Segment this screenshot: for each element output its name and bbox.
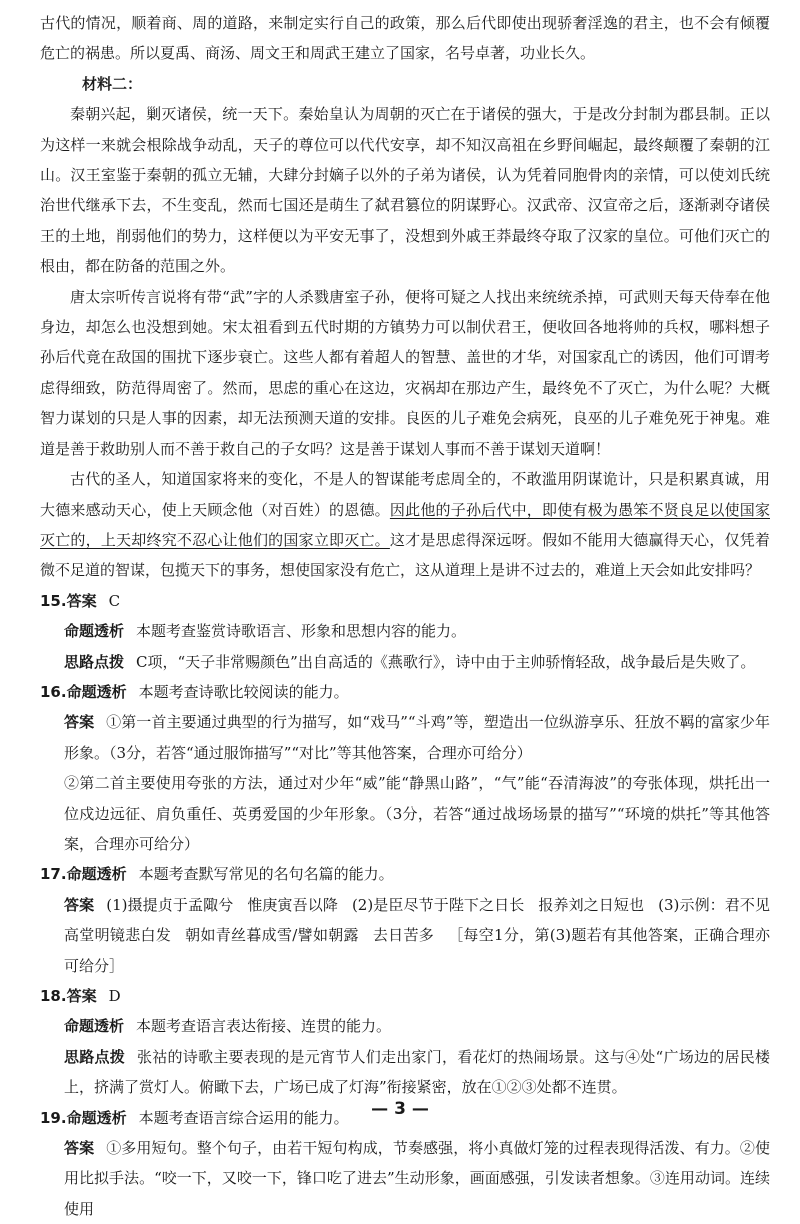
q17-answer-6: 朝如青丝暮成雪/譬如朝露: [185, 926, 359, 945]
q17-answer-line: [40, 890, 770, 981]
q19-analysis: 本题考查语言综合运用的能力。: [138, 1108, 349, 1127]
q15-answer: C: [108, 591, 121, 610]
q16-answer-1: [40, 707, 770, 768]
document-page: [40, 8, 770, 1224]
q16-answer-1-text: ①第一首主要通过典型的行为描写，如“戏马”“斗鸡”等，塑造出一位纵游享乐、狂放不羁的富家少年形象。（3分，若答“通过服饰描写”“对比”等其他答案，合理亦可给分）: [64, 713, 770, 762]
material2-heading: 材料二：: [82, 74, 143, 93]
q18-analysis-line: [40, 1011, 770, 1041]
q19-answer-label: 答案: [64, 1139, 95, 1158]
q15-analysis-label: 命题透析: [64, 622, 125, 641]
q18-hint: 张祜的诗歌主要表现的是元宵节人们走出家门，看花灯的热闹场景。这与④处“广场边的居民楼上，挤满了赏灯人。俯瞰下去，广场已成了灯海”衔接紧密，放在①②③处都不连贯。: [64, 1047, 770, 1097]
q18-analysis-label: 命题透析: [64, 1017, 125, 1036]
q18-answer-label: 答案: [66, 987, 97, 1005]
q17-analysis-label: 命题透析: [66, 865, 127, 884]
q17-answer-4: 报养刘之日短也: [538, 895, 645, 914]
q19-answer: ①多用短句。整个句子，由若干短句构成，节奏感强，将小真做灯笼的过程表现得活泼、有力。②使用比拟手法。“咬一下，又咬一下，锋口吃了进去”生动形象，画面感强，引发读者想象。③连用动词。连续使用: [64, 1139, 770, 1218]
q17-scoring-note: ［每空1分，第(3)题若有其他答案，正确合理亦可给分］: [64, 926, 770, 975]
q15-number: 15.: [40, 591, 67, 610]
material1-paragraph: 古代的情况，顺着商、周的道路，来制定实行自己的政策，那么后代即使出现骄奢淫逸的君主，也不会有倾覆危亡的祸患。所以夏禹、商汤、周文王和周武王建立了国家，名号卓著，功业长久。: [40, 14, 770, 63]
q17-answer-5: (3)示例：君不见高堂明镜悲白发: [64, 895, 770, 945]
q15-analysis-line: [40, 616, 770, 646]
q19-answer-line: [40, 1133, 770, 1224]
q16-number: 16.: [40, 682, 67, 701]
q17-answer-3: (2)是臣尽节于陛下之日长: [351, 895, 525, 914]
q16-answer-label: 答案: [64, 713, 95, 732]
q16-analysis-label: 命题透析: [66, 682, 127, 701]
q17-answer-label: 答案: [64, 895, 95, 914]
page-number: — 3 —: [371, 1099, 429, 1119]
q18-answer: D: [108, 987, 121, 1005]
q18-analysis: 本题考查语言表达衔接、连贯的能力。: [136, 1017, 392, 1036]
p3-text-before: 古代的圣人，知道国家将来的变化，不是人的智谋能考虑周全的，不敢滥用阴谋诡计，只是积累真诚，用大德来感动天心，使上天顾念他（对百姓）的恩德。: [40, 470, 770, 519]
q18-answer-line: [40, 981, 770, 1011]
material2-paragraph-2: 唐太宗听传言说将有带“武”字的人杀戮唐室子孙，便将可疑之人找出来统统杀掉，可武则天每天侍奉在他身边，却怎么也没想到她。宋太祖看到五代时期的方镇势力可以制伏君王，便收回各地将帅的兵权，哪料想子孙后代竟在敌国的围扰下逐步衰亡。这些人都有着超人的智慧、盖世的才华，对国家乱亡的诱因，他们可谓考虑得细致，防范得周密了。然而，思虑的重心在这边，灾祸却在那边产生，最终免不了灭亡，为什么呢？大概智力谋划的只是人事的因素，却无法预测天道的安排。良医的儿子难免会病死，良巫的儿子难免死于神鬼。难道是善于救助别人而不善于救自己的子女吗？这是善于谋划人事而不善于谋划天道啊！: [40, 287, 770, 458]
q17-answer-2: 惟庚寅吾以降: [247, 895, 338, 914]
q18-hint-label: 思路点拨: [64, 1047, 126, 1066]
p3-text-after: 这才是思虑得深远呀。假如不能用大德赢得天心，仅凭着微不足道的智谋，包揽天下的事务，想使国家没有危亡，这从道理上是讲不过去的，难道上天会如此安排吗？: [40, 530, 770, 580]
q15-hint: C项，“天子非常赐颜色”出自高适的《燕歌行》，诗中由于主帅骄惰轻敌，战争最后是失败了。: [136, 652, 756, 671]
q15-hint-line: [40, 647, 770, 677]
q19-analysis-label: 命题透析: [66, 1108, 127, 1127]
q19-number: 19.: [40, 1108, 67, 1127]
material2-paragraph-1: 秦朝兴起，剿灭诸侯，统一天下。秦始皇认为周朝的灭亡在于诸侯的强大，于是改分封制为郡县制。正以为这样一来就会根除战争动乱，天子的尊位可以代代安享，却不知汉高祖在乡野间崛起，最终颠覆了秦朝的江山。汉王室鉴于秦朝的孤立无辅，大肆分封嫡子以外的子弟为诸侯，认为凭着同胞骨肉的亲情，可以使刘氏统治世代继承下去，不生变乱，然而七国还是萌生了弑君篡位的阴谋野心。汉武帝、汉宣帝之后，逐渐剥夺诸侯王的土地，削弱他们的势力，这样便以为平安无事了，没想到外戚王莽最终夺取了汉家的皇位。可他们灭亡的根由，都在防备的范围之外。: [40, 105, 770, 276]
q15-hint-label: 思路点拨: [64, 652, 125, 671]
q17-answer-7: 去日苦多: [372, 926, 435, 945]
q17-answer-1: (1)摄提贞于孟陬兮: [106, 895, 234, 914]
q16-analysis: 本题考查诗歌比较阅读的能力。: [138, 682, 349, 701]
q17-number: 17.: [40, 865, 67, 884]
q16-answer-2: ②第二首主要使用夸张的方法，通过对少年“威”能“静黑山路”，“气”能“吞清海波”的夸张体现，烘托出一位戍边远征、肩负重任、英勇爱国的少年形象。（3分，若答“通过战场场景的描写”“环境的烘托”等其他答案，合理亦可给分）: [64, 774, 770, 853]
q15-answer-label: 答案: [66, 591, 97, 610]
p3-underlined-text: 因此他的子孙后代中，即使有极为愚笨不贤良足以使国家灭亡的，上天却终究不忍心让他们的国家立即灭亡。: [40, 500, 770, 549]
material2-paragraph-3: [40, 464, 770, 586]
q17-analysis: 本题考查默写常见的名句名篇的能力。: [138, 865, 394, 884]
q16-analysis-line: [40, 677, 770, 707]
q18-number: 18.: [40, 987, 67, 1005]
q15-analysis: 本题考查鉴赏诗歌语言、形象和思想内容的能力。: [136, 622, 467, 641]
q17-analysis-line: [40, 859, 770, 889]
q15-answer-line: [40, 586, 770, 616]
